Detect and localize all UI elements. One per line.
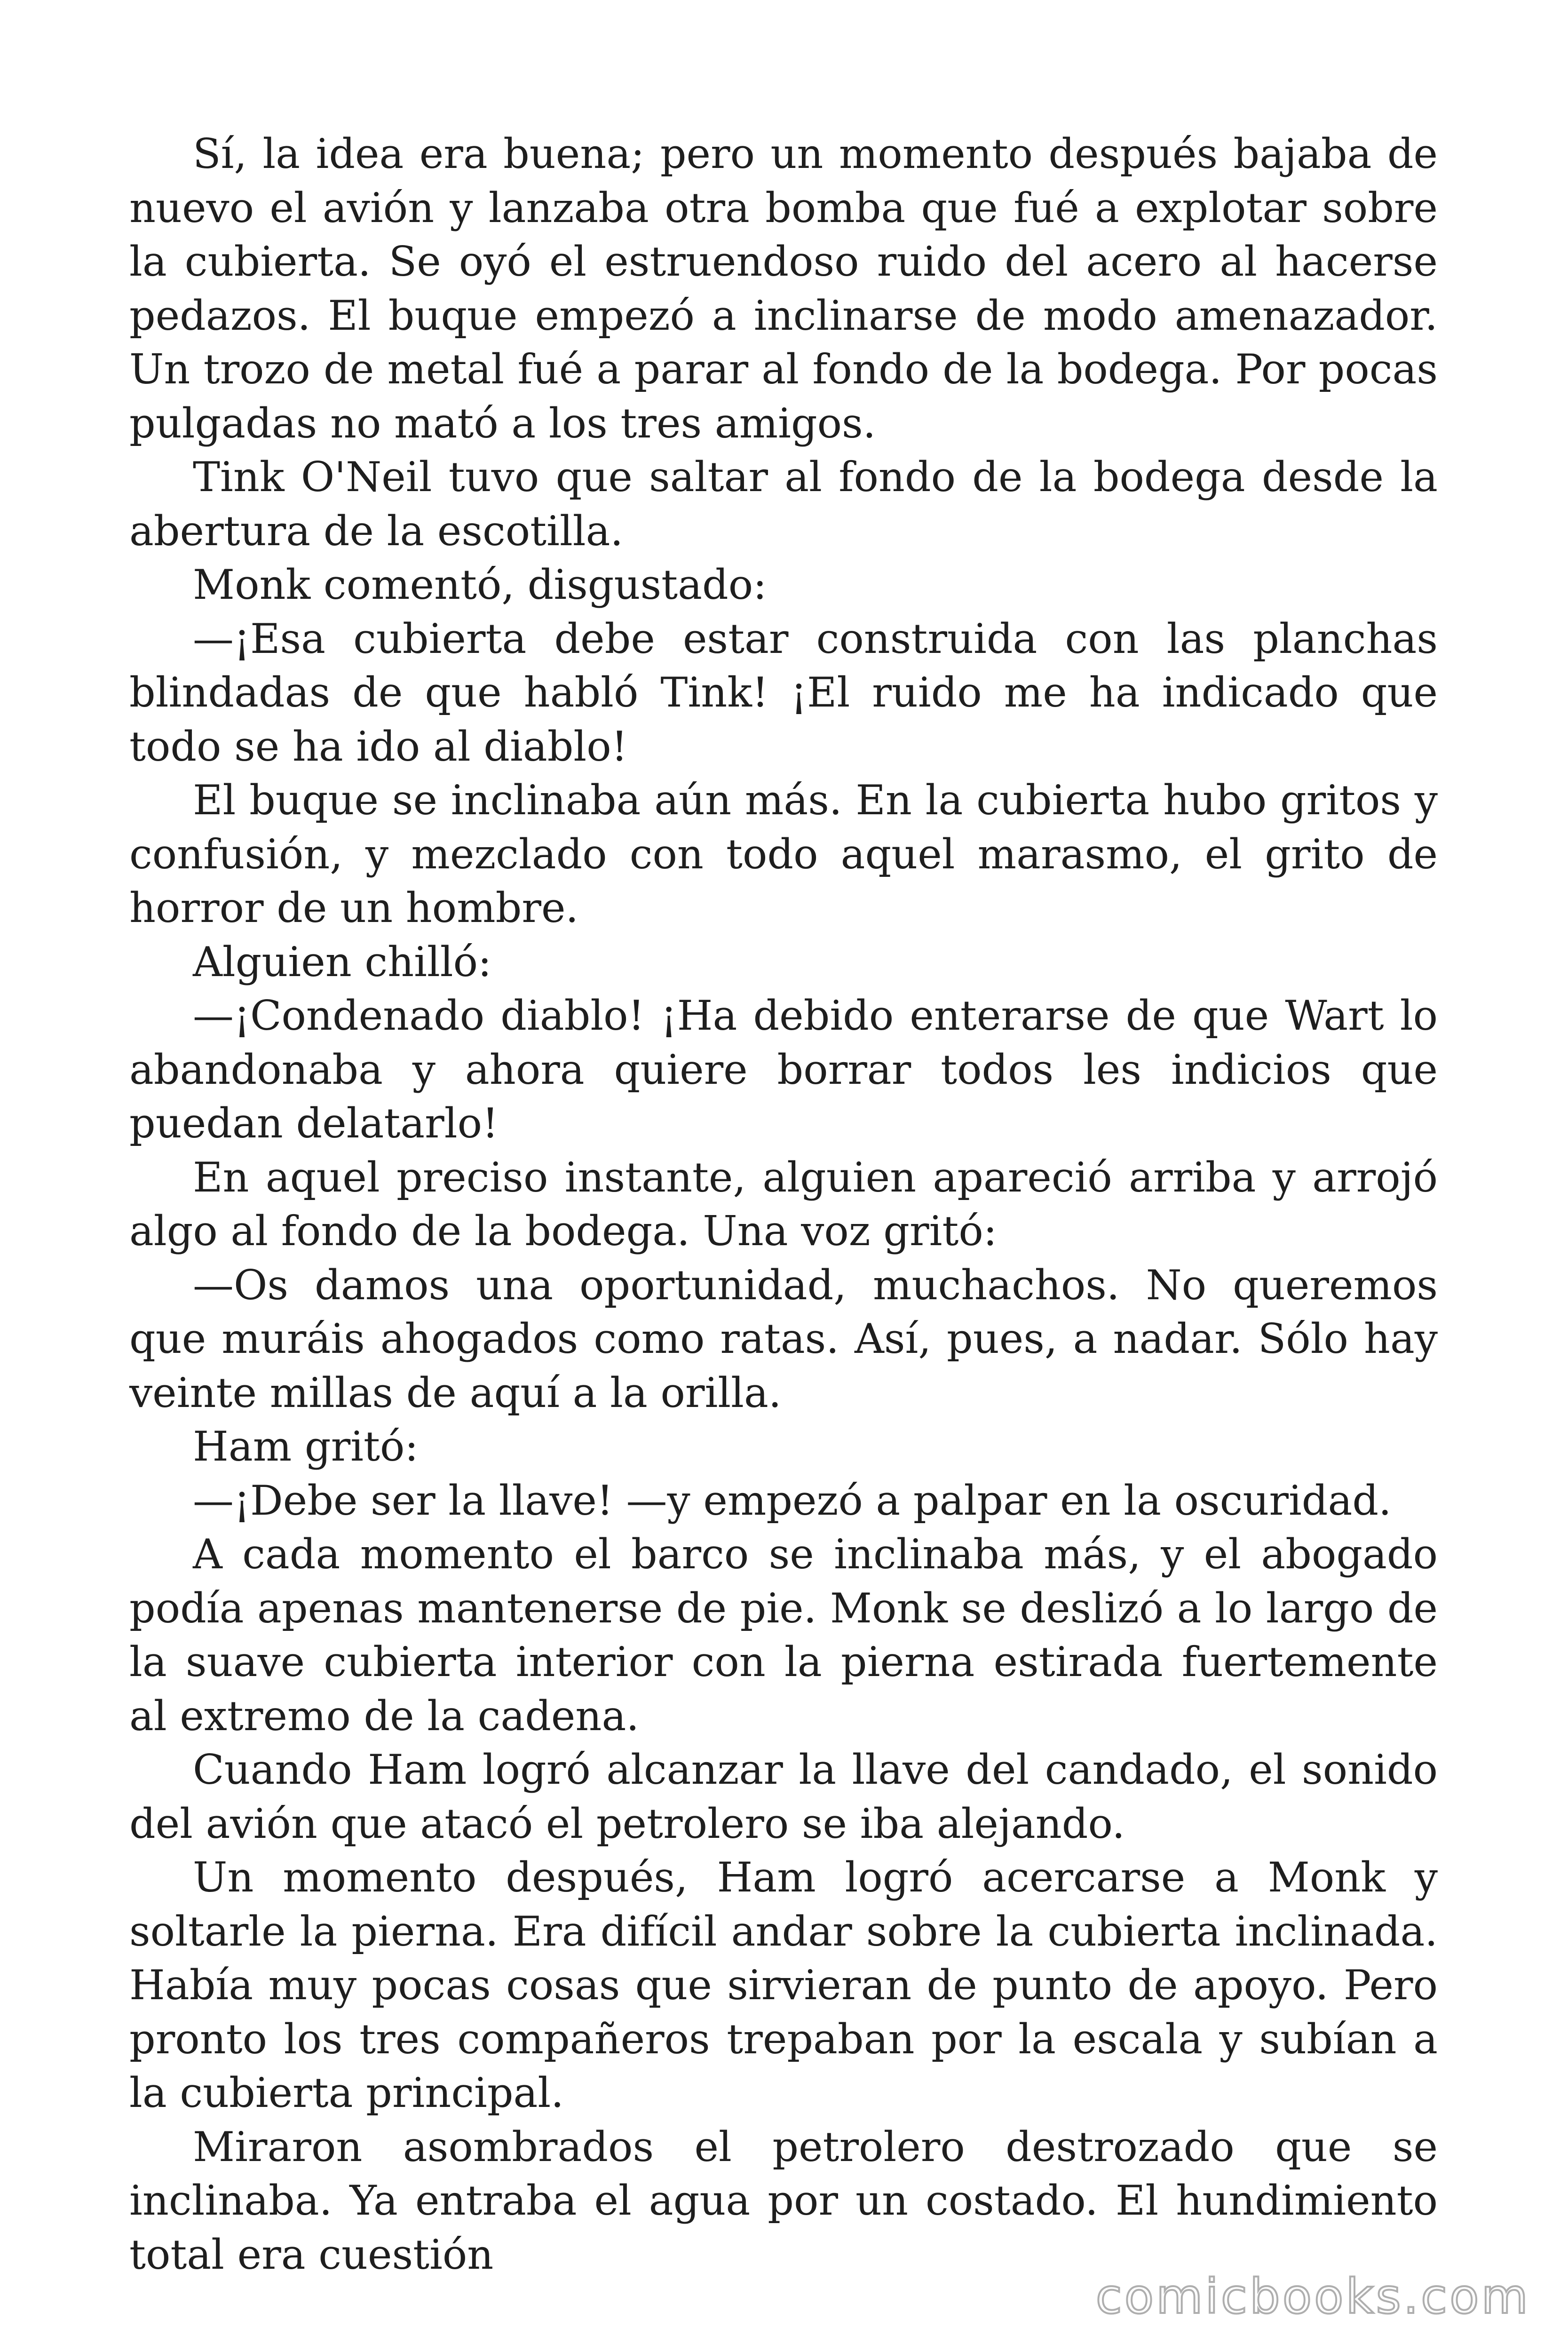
paragraph: A cada momento el barco se inclinaba más, y el abogado podía apenas mantenerse de pie. Monk se deslizó a lo largo de la suave cubierta interior con la pierna estirada fuertemente al extremo de la cadena.: [129, 1530, 1438, 1740]
paragraph: En aquel preciso instante, alguien apareció arriba y arrojó algo al fondo de la bodega. Una voz gritó:: [129, 1153, 1438, 1255]
paragraph: Sí, la idea era buena; pero un momento después bajaba de nuevo el avión y lanzaba otra bomba que fué a explotar sobre la cubierta. Se oyó el estruendoso ruido del acero al hacerse pedazos. El buque empezó a inclinarse de modo amenazador. Un trozo de metal fué a parar al fondo de la bodega. Por pocas pulgadas no mató a los tres amigos.: [129, 130, 1438, 447]
paragraph: Miraron asombrados el petrolero destrozado que se inclinaba. Ya entraba el agua por un costado. El hundimiento total era cuestión: [129, 2122, 1438, 2279]
paragraph: Ham gritó:: [193, 1422, 419, 1470]
paragraph: El buque se inclinaba aún más. En la cubierta hubo gritos y confusión, y mezclado con todo aquel marasmo, el grito de horror de un hombre.: [129, 776, 1438, 932]
paragraph: Alguien chilló:: [193, 938, 492, 986]
paragraph: —Os damos una oportunidad, muchachos. No queremos que muráis ahogados como ratas. Así, pues, a nadar. Sólo hay veinte millas de aquí a la orilla.: [129, 1261, 1438, 1417]
paragraph: Monk comentó, disgustado:: [193, 561, 767, 609]
paragraph: Cuando Ham logró alcanzar la llave del candado, el sonido del avión que atacó el petrolero se iba alejando.: [129, 1746, 1438, 1848]
paragraph: Un momento después, Ham logró acercarse a Monk y soltarle la pierna. Era difícil andar sobre la cubierta inclinada. Había muy pocas cosas que sirvieran de punto de apoyo. Pero pronto los tres compañeros trepaban por la escala y subían a la cubierta principal.: [129, 1853, 1438, 2117]
page-body: [129, 127, 1438, 2281]
paragraph: —¡Condenado diablo! ¡Ha debido enterarse de que Wart lo abandonaba y ahora quiere borrar todos les indicios que puedan delatarlo!: [129, 992, 1438, 1147]
watermark: comicbooks.com: [1095, 2269, 1530, 2325]
paragraph: —¡Debe ser la llave! —y empezó a palpar en la oscuridad.: [193, 1476, 1392, 1525]
paragraph: —¡Esa cubierta debe estar construida con las planchas blindadas de que habló Tink! ¡El ruido me ha indicado que todo se ha ido al diablo!: [129, 614, 1438, 771]
paragraph: Tink O'Neil tuvo que saltar al fondo de la bodega desde la abertura de la escotilla.: [129, 453, 1438, 555]
